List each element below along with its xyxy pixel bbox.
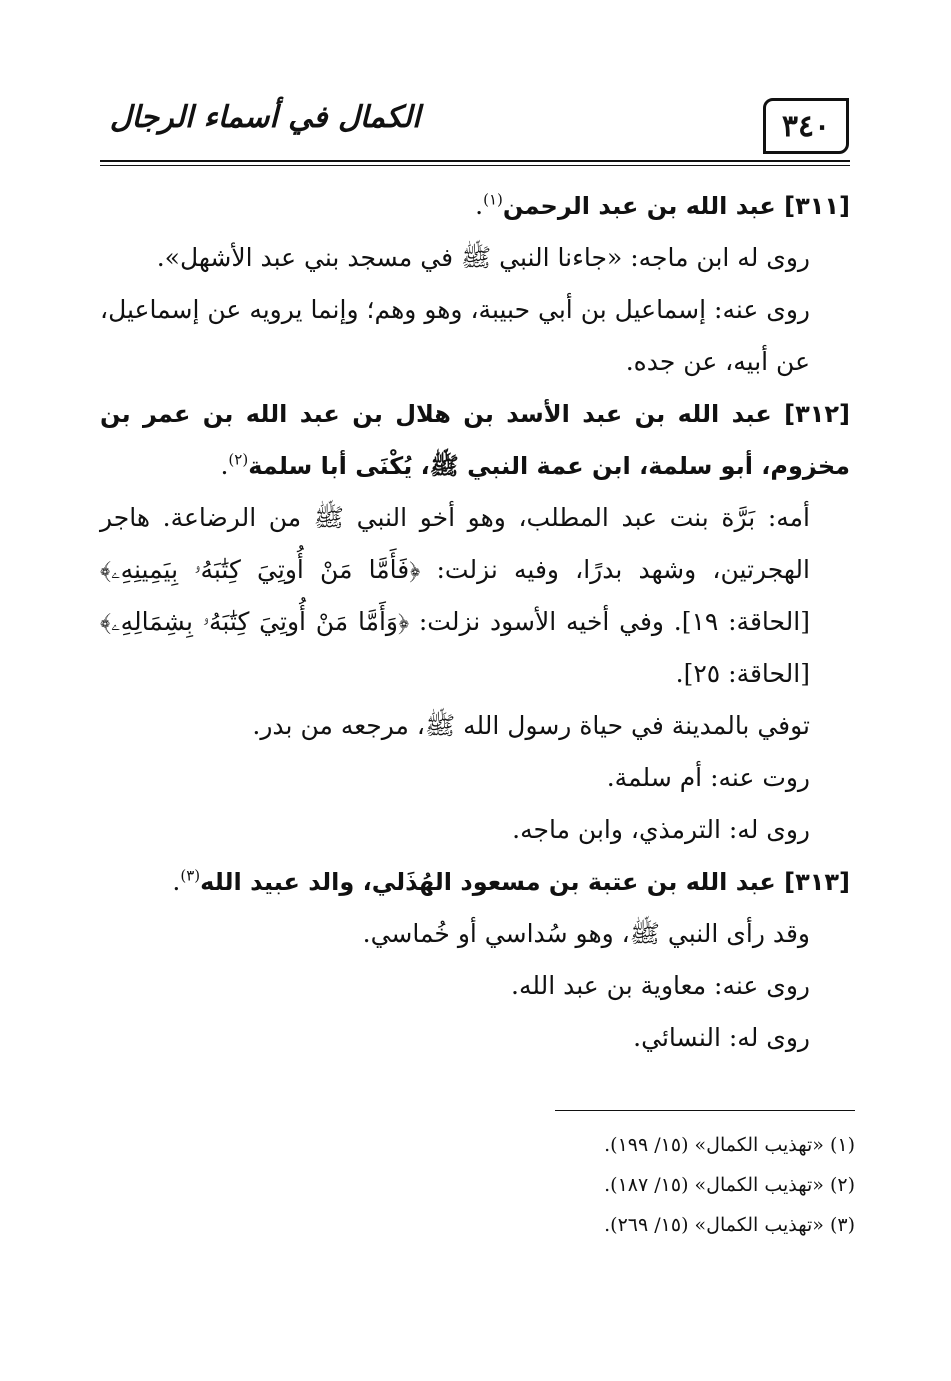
footnote-item: (١) «تهذيب الكمال» (١٥/ ١٩٩).: [604, 1134, 855, 1156]
entry-heading-text: [٣١٣] عبد الله بن عتبة بن مسعود الهُذَلي، والد عبيد الله: [200, 868, 850, 896]
entry-paragraph: روى له ابن ماجه: «جاءنا النبي ﷺ في مسجد بني عبد الأشهل».: [156, 243, 810, 272]
footnote-divider: [555, 1110, 855, 1111]
entry-paragraph: وقد رأى النبي ﷺ، وهو سُداسي أو خُماسي.: [362, 919, 810, 948]
footnotes: [400, 1125, 855, 1245]
entry-heading-text: [٣١١] عبد الله بن عبد الرحمن: [502, 192, 850, 220]
entry-paragraph: توفي بالمدينة في حياة رسول الله ﷺ، مرجعه من بدر.: [252, 711, 810, 740]
page-number: ٣٤٠: [763, 98, 849, 154]
entry-paragraph: روى عنه: معاوية بن عبد الله.: [511, 971, 810, 1000]
heading-punct: .: [220, 451, 229, 480]
entry-paragraph: روى عنه: إسماعيل بن أبي حبيبة، وهو وهم؛ وإنما يرويه عن إسماعيل، عن أبيه، عن جده.: [100, 295, 810, 376]
entry-paragraph: روت عنه: أم سلمة.: [606, 763, 810, 792]
heading-punct: .: [172, 867, 181, 896]
entry-heading-text: [٣١٢] عبد الله بن عبد الأسد بن هلال بن عبد الله بن عمر بن مخزوم، أبو سلمة، ابن عمة النبي ﷺ، يُكْنَى أبا سلمة: [100, 400, 850, 480]
header-divider: [100, 160, 850, 162]
entry-paragraph: روى له: النسائي.: [633, 1023, 810, 1052]
entry-heading-313: [100, 856, 850, 908]
entry-heading-311: [100, 180, 850, 232]
header-divider-thin: [100, 165, 850, 166]
footnote-item: (٢) «تهذيب الكمال» (١٥/ ١٨٧).: [604, 1174, 855, 1196]
entry-heading-312: [100, 388, 850, 492]
footnote-item: (٣) «تهذيب الكمال» (١٥/ ٢٦٩).: [604, 1214, 855, 1236]
footnote-ref: (٣): [180, 866, 201, 885]
footnote-ref: (١): [483, 190, 503, 209]
entry-paragraph: روى له: الترمذي، وابن ماجه.: [512, 815, 810, 844]
main-text: [100, 180, 850, 1064]
entry-paragraph: أمه: بَرَّة بنت عبد المطلب، وهو أخو النبي ﷺ من الرضاعة. هاجر الهجرتين، وشهد بدرًا، وفيه نزلت: ﴿فَأَمَّا مَنْ أُوتِيَ كِتَٰبَهُۥ بِيَمِينِهِۦ﴾ [الحاقة: ١٩]. وفي أخيه الأسود نزلت: ﴿وَأَمَّا مَنْ أُوتِيَ كِتَٰبَهُۥ بِشِمَالِهِۦ﴾ [الحاقة: ٢٥].: [100, 503, 810, 688]
book-title: الكمال في أسماء الرجال: [109, 100, 421, 135]
footnote-ref: (٢): [228, 450, 249, 469]
heading-punct: .: [475, 191, 484, 220]
